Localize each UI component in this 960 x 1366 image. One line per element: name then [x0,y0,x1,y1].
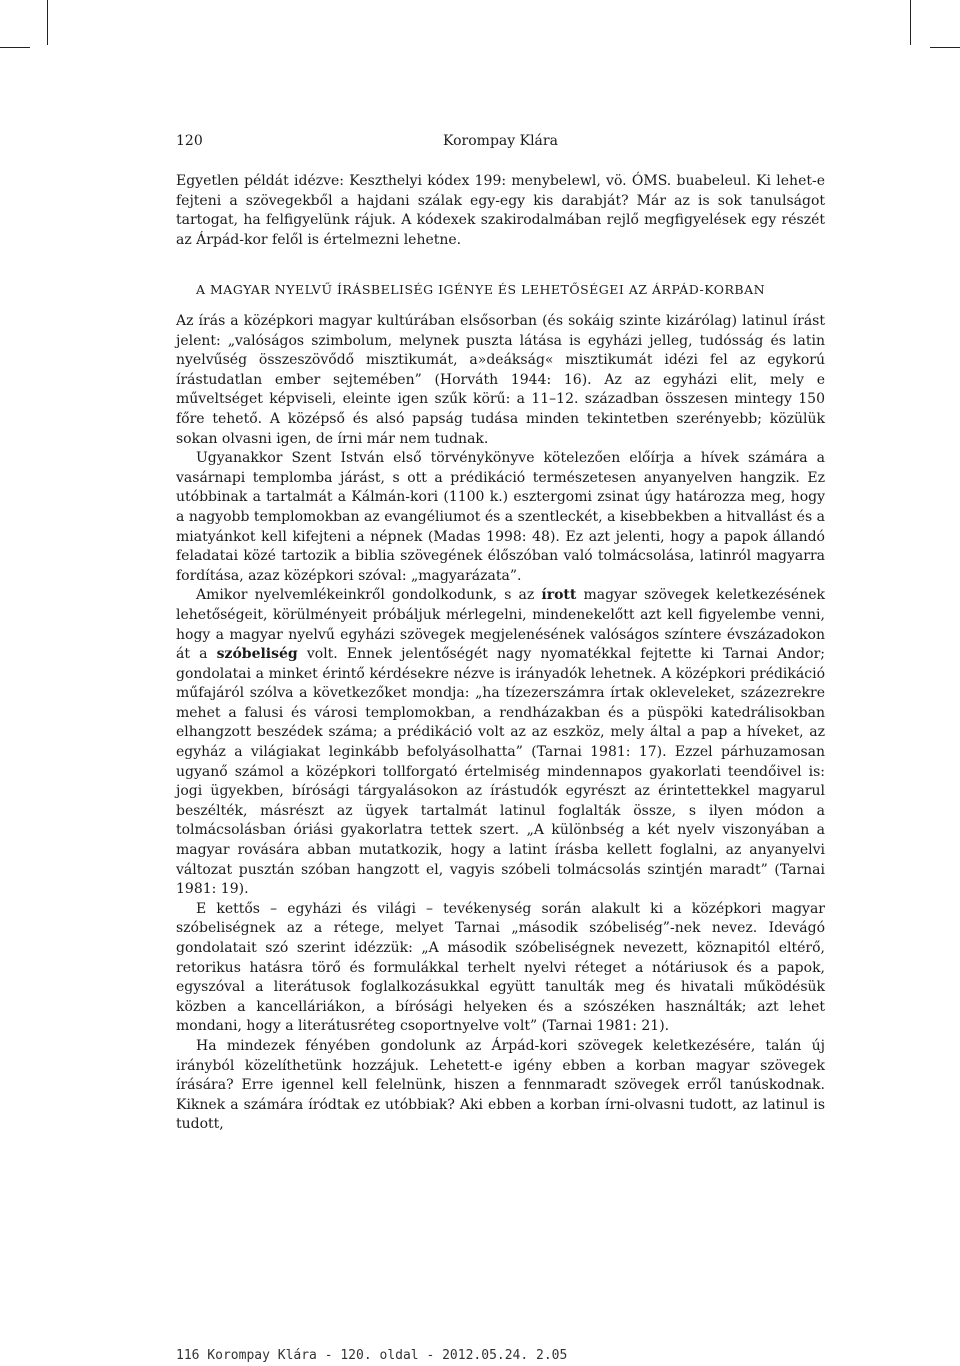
p3-emphasis-irott: írott [541,587,577,604]
p3-emphasis-szobeliseg: szóbeliség [216,646,298,663]
body-paragraph-2: Ugyanakkor Szent István első törvénykönyve kötelezően előírja a hívek számára a vasárnapi templomba járást, s ott a prédikáció természetesen anyanyelven hangzik. Ez utóbbinak a tartalmát a Kálmán-kori (1100 k.) esztergomi zsinat úgy határozza meg, hogy a nagyobb templomokban az evangéliumot és a szentleckét, a kisebbekben a hitvallást és a miatyánkot kell kifejteni a népnek (Madas 1998: 48). Ez azt jelenti, hogy a papok állandó feladatai közé tartozik a biblia szövegének élőszóban való tolmácsolása, latinról magyarra fordítása, azaz középkori szóval: „magyarázata”. [176,450,825,584]
print-slug: 116 Korompay Klára - 120. oldal - 2012.05.24. 2.05 [176,1348,568,1363]
crop-mark-top-right-h [930,47,960,48]
body-paragraph-5: Ha mindezek fényében gondolunk az Árpád-kori szövegek keletkezésére, talán új irányból közelíthetünk hozzájuk. Lehetett-e igény ebben a korban magyar szövegek írására? Erre igennel kell felelnünk, hiszen a fennmaradt szövegek erről tanúskodnak. Kiknek a számára íródtak ez utóbbiak? Aki ebben a korban írni-olvasni tudott, az latinul is tudott, [176,1037,825,1133]
crop-mark-top-left-h [0,47,30,48]
intro-paragraph: Egyetlen példát idézve: Keszthelyi kódex 199: menybelewl, vö. ÓMS. buabeleul. Ki lehet-e fejteni a szövegekből a hajdani szálak egy-egy kis darabját? Már az is sok tanulságot tartogat, ha felfigyelünk rájuk. A kódexek szakirodalmában rejlő megfigyelések egy részét az Árpád-kor felől is értelmezni lehetne. [176,173,825,248]
p3-text-e: volt. Ennek jelentőségét nagy nyomatékkal fejtette ki Tarnai Andor; gondolatai a minket érintő kérdésekre nézve is irányadók lehetnek. A középkori prédikáció műfajáról szólva a következőket mondja: „ha tízezerszámra írtak okleveleket, százezrekre mehet a falusi és városi templomokban, a rendházakban és a püspöki katedrálisokban elhangzott beszédek száma; a prédikáció volt az az eszköz, mely által a pap a híveket, az egyház a világiakat leginkább befolyásolhatta” (Tarnai 1981: 17). Ezzel párhuzamosan ugyanő számol a középkori tollforgató értelmiség mindennapos gyakorlati teendőivel is: jogi ügyekben, bírósági tárgyalásokon az írástudók egyrészt az érintettekkel magyarul beszélték, másrészt az ügyek tartalmát latinul foglalták össze, s ilyen módon a tolmácsolásban óriási gyakorlatra tettek szert. „A különbség a két nyelv viszonyában a magyar rovására abban mutatkozik, hogy a latint írásba kellett foglalni, az anyanyelvi változat pusztán szóban hangzott el, vagyis szóbeli tolmácsolás szintjén maradt” (Tarnai 1981: 19). [176,646,825,898]
body-paragraph-1: Az írás a középkori magyar kultúrában elsősorban (és sokáig szinte kizárólag) latinul írást jelent: „valóságos szimbolum, melynek puszta látása is egyházi jelleg, tudósság és latin nyelvűség összeszövődő misztikumát, a»deákság« misztikumát idézi fel az egykorú írástudatlan ember sejtemében” (Horváth 1944: 16). Az az egyházi elit, mely e műveltséget képviseli, eleinte igen szűk körű: a 11–12. században összesen mintegy 150 főre tehető. A középső és alsó papság tudása minden tekintetben szerényebb; közülük sokan olvasni igen, de írni már nem tudnak. [176,313,825,447]
intro-section [176,172,825,250]
p3-text-a: Amikor nyelvemlékeinkről gondolkodunk, s az [196,587,542,604]
body-paragraph-4: E kettős – egyházi és világi – tevékenység során alakult ki a középkori magyar szóbeliségnek az a rétege, melyet Tarnai „második szóbeliség”-nek nevez. Idevágó gondolatait szó szerint idézzük: „A második szóbeliségnek nevezett, köznapitól eltérő, retorikus hatásra törő és formulákkal terhelt nyelvi réteget a nótáriusok és a papok, egyszóval a literátusok foglalkozásukkal együtt tanulták meg és hivatali működésük közben a kancelláriákon, a bírósági helyeken és a szószéken használták; azt lehet mondani, hogy a literátusréteg csoportnyelve volt” (Tarnai 1981: 21). [176,900,825,1035]
section-heading: A MAGYAR NYELVŰ ÍRÁSBELISÉG IGÉNYE ÉS LEHETŐSÉGEI AZ ÁRPÁD-KORBAN [196,282,766,297]
p3-text-c: magyar szövegek keletkezésének lehetőségeit, körülményeit próbáljuk mérlegelni, mindenekelőtt azt kell figyelembe venni, hogy a magyar nyelvű egyházi szövegek megjelenésének valóságos színtere évszázadokon át a [176,587,825,663]
body-paragraph-3 [176,586,825,900]
crop-mark-top-right-v [910,0,911,45]
page-number: 120 [176,133,203,149]
body-section [176,312,825,1135]
running-head-author: Korompay Klára [443,133,558,149]
crop-mark-top-left-v [47,0,48,45]
